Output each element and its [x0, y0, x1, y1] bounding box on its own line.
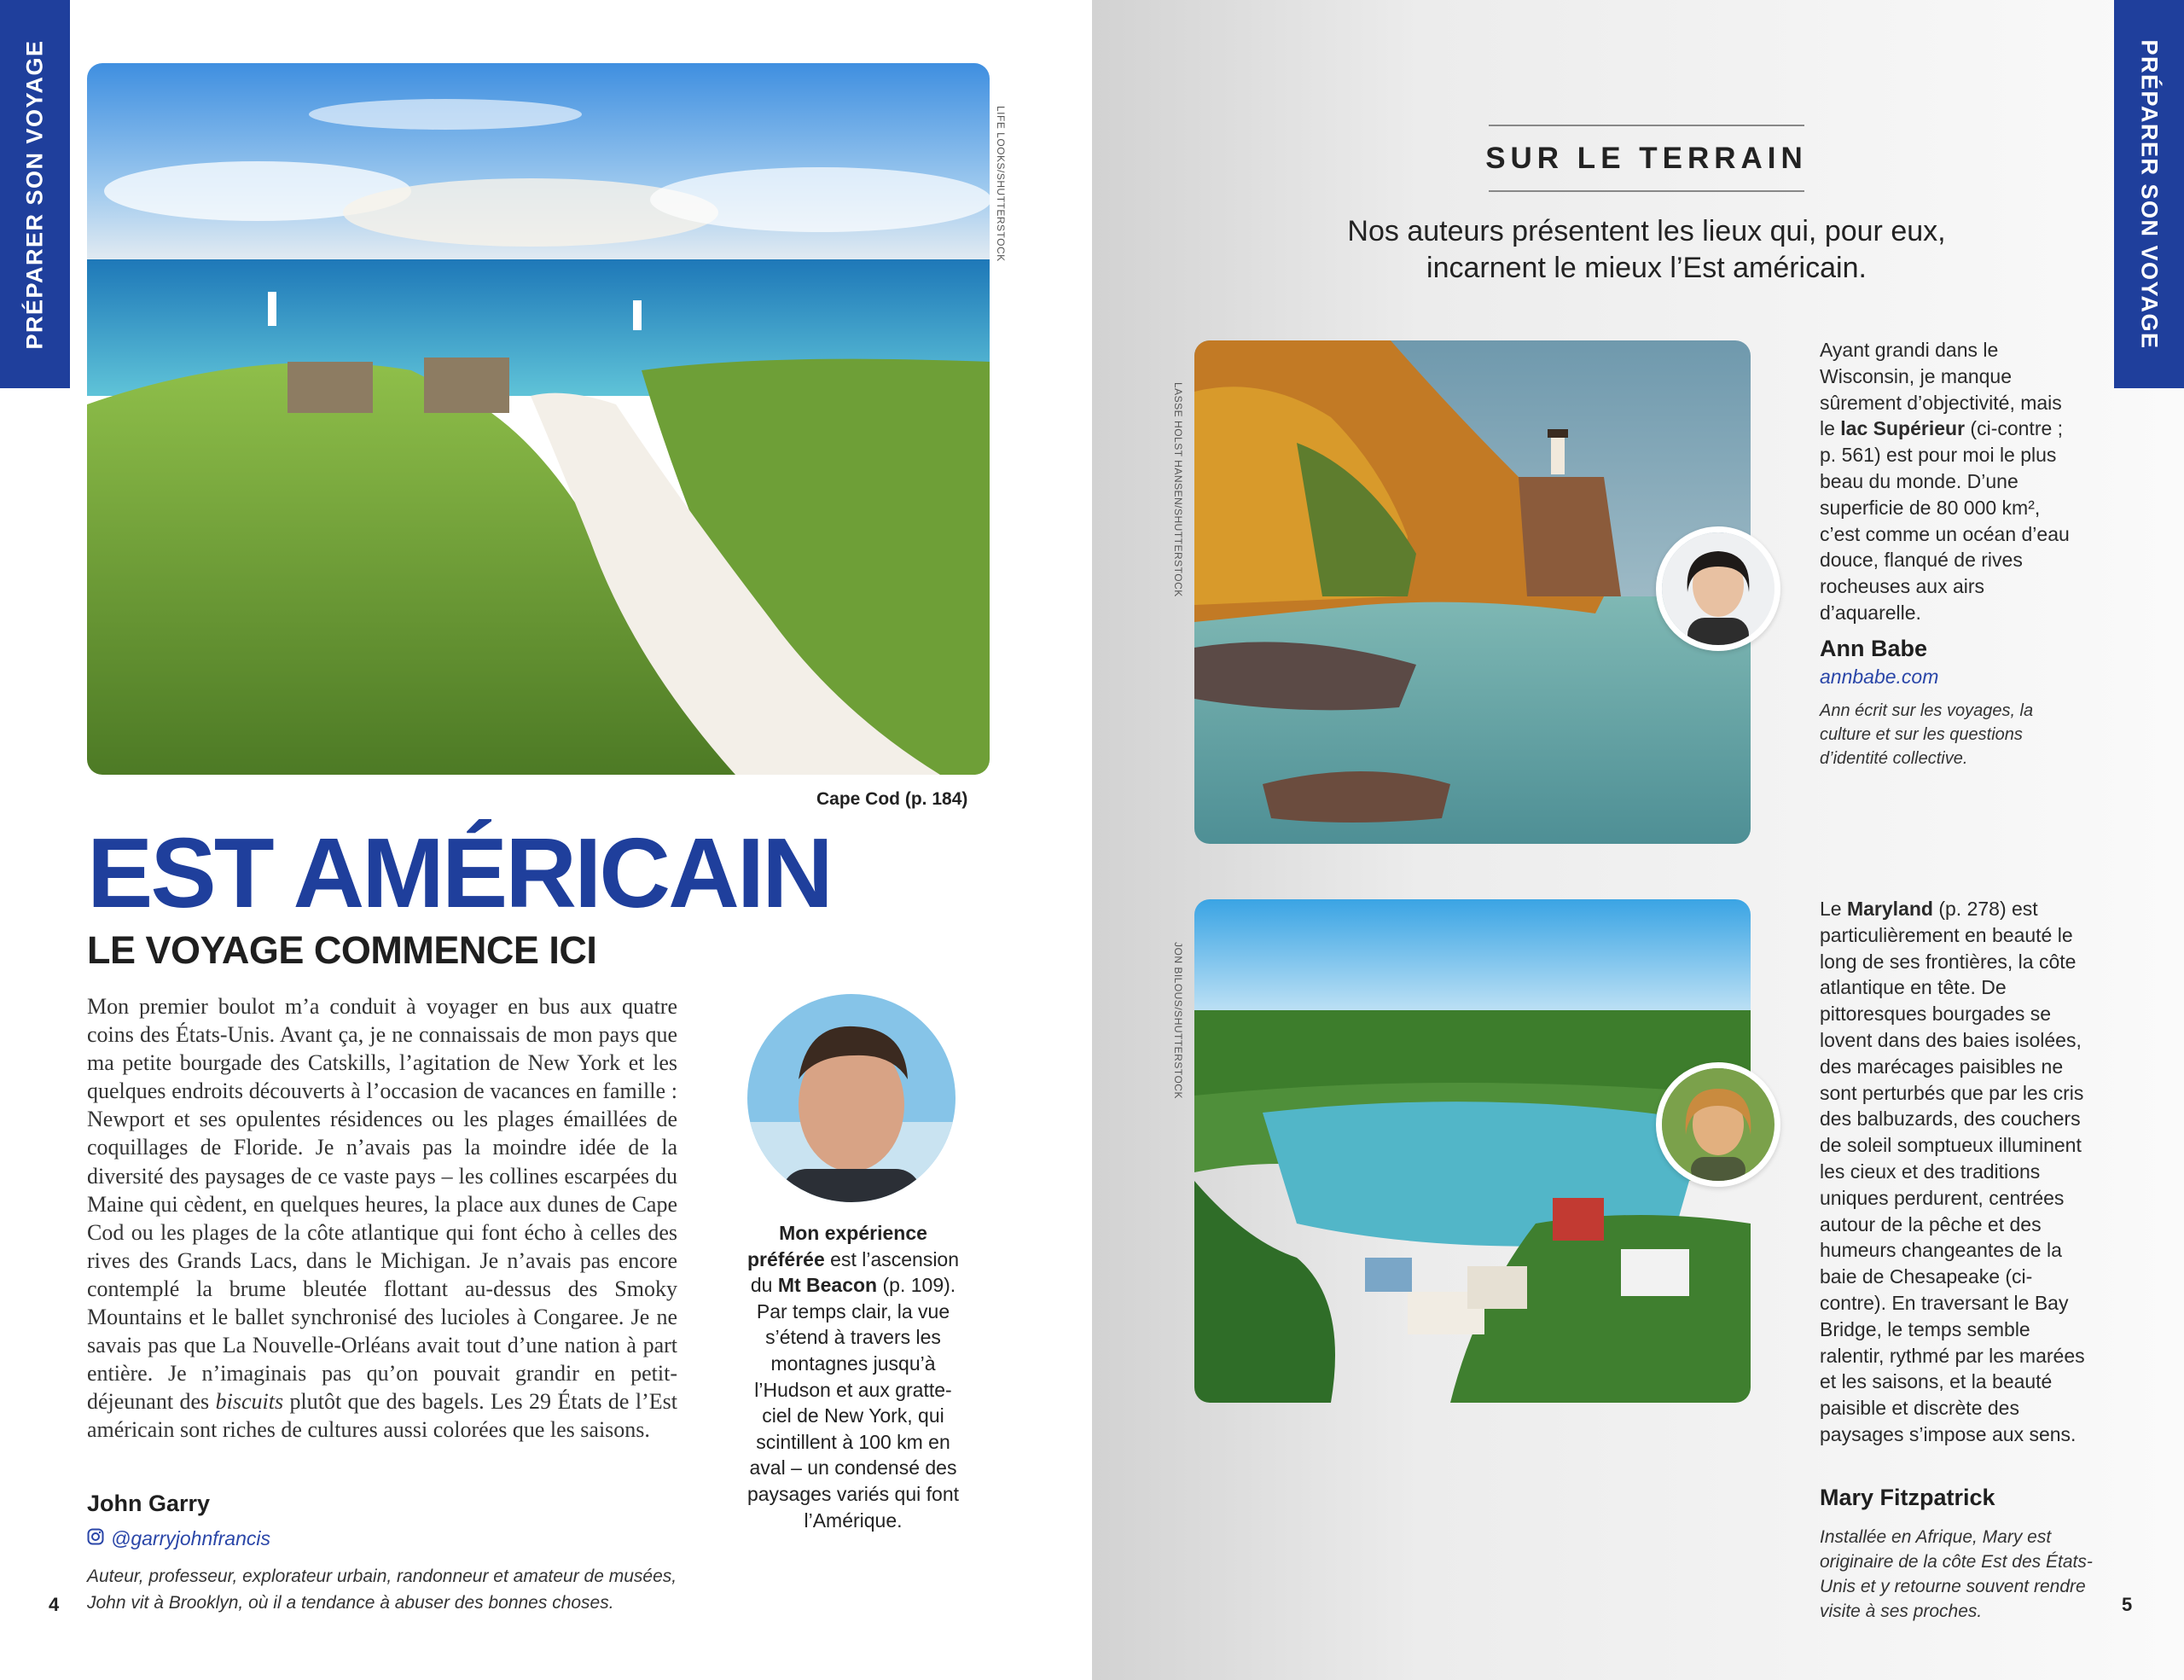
author-bio-line2: John vit à Brooklyn, où il a tendance à abuser des bonnes choses. — [87, 1593, 614, 1613]
favorite-experience-place: Mt Beacon — [777, 1274, 878, 1297]
intro-paragraph — [87, 992, 677, 1445]
section-rule-top — [1489, 125, 1804, 126]
mary-text-a: Le — [1820, 898, 1847, 920]
side-tab-label-right: PRÉPARER SON VOYAGE — [2136, 38, 2163, 350]
author-name-john: John Garry — [87, 1491, 211, 1516]
john-garry-avatar — [747, 994, 956, 1202]
page-title: EST AMÉRICAIN — [87, 817, 831, 928]
favorite-experience — [742, 1220, 964, 1533]
page-number-left: 4 — [49, 1594, 60, 1615]
cape-cod-photo — [87, 63, 990, 775]
author-bio-line1: Auteur, professeur, explorateur urbain, randonneur et amateur de musées, — [87, 1567, 677, 1586]
side-tab-label: PRÉPARER SON VOYAGE — [21, 38, 48, 350]
photo-credit: LIFE LOOKS/SHUTTERSTOCK — [995, 106, 1007, 262]
ann-babe-avatar — [1656, 526, 1780, 651]
ann-babe-bio: Ann écrit sur les voyages, la culture et sur les questions d’identité collective. — [1820, 701, 2034, 768]
instagram-icon — [87, 1527, 104, 1550]
author-name-ann: Ann Babe — [1820, 636, 1928, 661]
favorite-experience-label: Mon expérience préférée — [746, 1222, 927, 1270]
mary-text-bold: Maryland — [1846, 898, 1933, 920]
author-handle-text: @garryjohnfrancis — [111, 1527, 270, 1549]
section-intro-line2: incarnent le mieux l’Est américain. — [1426, 252, 1867, 284]
intro-text-italic: biscuits — [215, 1389, 284, 1415]
author-handle[interactable] — [87, 1527, 270, 1550]
side-tab-left — [0, 0, 70, 388]
ann-text-bold: lac Supérieur — [1840, 417, 1966, 440]
mary-fitzpatrick-bio: Installée en Afrique, Mary est originaire de la côte Est des États-Unis et y retourne souvent rendre visite à ses proches. — [1820, 1527, 2093, 1621]
mary-fitzpatrick-avatar — [1656, 1062, 1780, 1187]
author-name-mary: Mary Fitzpatrick — [1820, 1485, 1995, 1510]
ann-text-a: Ayant grandi dans le Wisconsin, je manque sûrement d’objectivité, mais le — [1820, 339, 2062, 440]
ann-babe-link[interactable]: annbabe.com — [1820, 666, 1939, 688]
intro-text-part2: plutôt que des bagels. Les 29 États de l’Est américain sont riches de cultures aussi colorées que les saisons. — [87, 1389, 677, 1443]
side-tab-right — [2114, 0, 2184, 388]
ann-babe-text — [1820, 337, 2076, 626]
favorite-experience-text-b: (p. 109). Par temps clair, la vue s’étend à travers les montagnes jusqu’à l’Hudson et aux gratte-ciel de New York, qui scintillent à 100 km en aval – un condensé des paysages variés qui font l’Amérique. — [746, 1274, 960, 1532]
favorite-experience-text-a: est l’ascension du — [750, 1247, 960, 1297]
photo-caption: Cape Cod (p. 184) — [816, 789, 968, 809]
ann-text-b: (ci-contre ; p. 561) est pour moi le plus beau du monde. D’une superficie de 80 000 km², c’est comme un océan d’eau douce, flanqué de rives rocheuses aux airs d’aquarelle. — [1820, 417, 2070, 624]
mary-fitzpatrick-text — [1820, 896, 2097, 1448]
mary-text-b: (p. 278) est particulièrement en beauté le long de ses frontières, la côte atlantique en tête. De pittoresques bourgades se lovent dans des baies isolées, des marécages paisibles ne sont perturbés que par les cris des balbuzards, des couchers de soleil somptueux illuminent les cieux et des traditions uniques perdurent, centrées autour de la pêche et des humeurs changeantes de la baie de Chesapeake (ci-contre). En traversant le Bay Bridge, le temps semble ralentir, rythmé par les marées et les saisons, et la beauté paisible et discrète des paysages s’impose aux sens. — [1820, 898, 2085, 1445]
page-number-right: 5 — [2122, 1594, 2133, 1615]
photo1-credit: LASSE HOLST HANSEN/SHUTTERSTOCK — [1172, 382, 1184, 597]
page-subtitle: LE VOYAGE COMMENCE ICI — [87, 928, 597, 972]
section-title: SUR LE TERRAIN — [1485, 142, 1808, 175]
section-intro-line1: Nos auteurs présentent les lieux qui, pour eux, — [1347, 215, 1946, 247]
author-bio — [87, 1563, 677, 1616]
section-intro — [1314, 213, 1979, 287]
photo2-credit: JON BILOUS/SHUTTERSTOCK — [1172, 942, 1184, 1099]
intro-text-part1: Mon premier boulot m’a conduit à voyager en bus aux quatre coins des États-Unis. Avant ça, je ne connaissais de mon pays que ma petite bourgade des Catskills, l’agitation de New York et les quelques endroits découverts à l’occasion de vacances en famille : Newport et ses opulentes résidences ou les plages émaillées de coquillages de Floride. Je n’avais pas la moindre idée de la diversité des paysages de ce vaste pays – les collines escarpées du Maine qui cèdent, en quelques heures, la place aux dunes de Cape Cod ou les plages de la côte atlantique qui font écho à celles des rives des Grands Lacs, dans le Michigan. Je n’avais pas encore contemplé la brume bleutée flottant au-dessus des Smoky Mountains et le ballet synchronisé des lucioles à Congaree. Je ne savais pas que La Nouvelle-Orléans avait tout d’une nation à part entière. Je n’imaginais pas qu’on pouvait grandir en petit-déjeunant des — [87, 994, 677, 1415]
section-rule-bottom — [1489, 190, 1804, 192]
